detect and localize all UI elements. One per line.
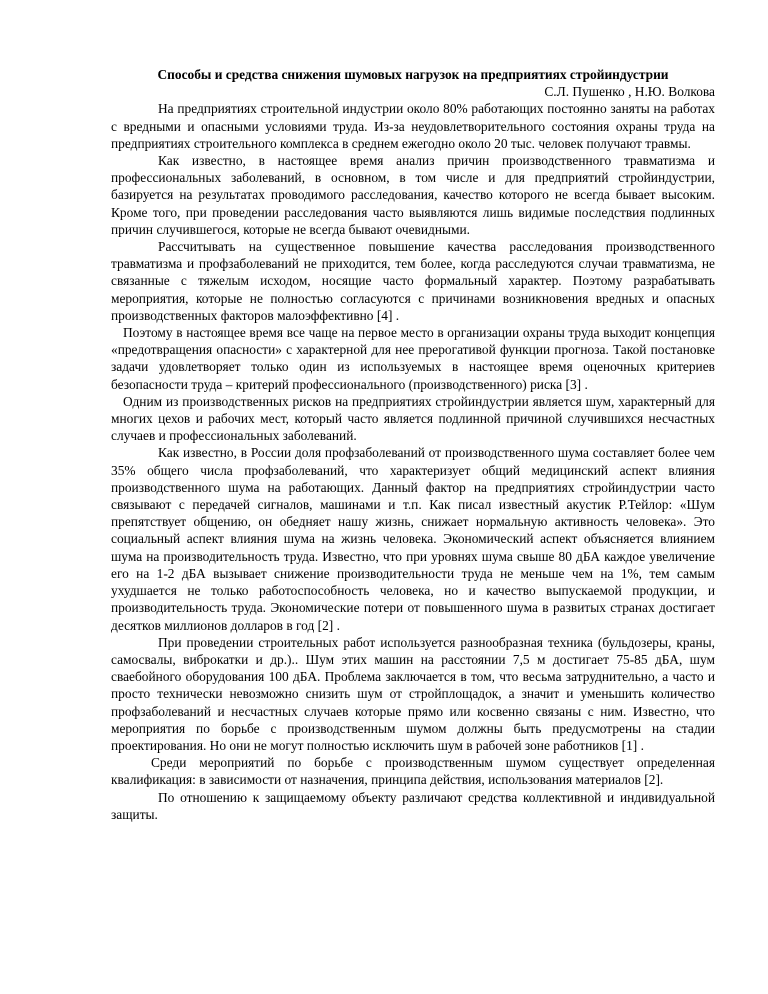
paragraph: Среди мероприятий по борьбе с производственным шумом существует определенная квалификация: в зависимости от назначения, принципа действия, использования материалов [2]. bbox=[111, 755, 715, 788]
paragraph: Как известно, в России доля профзаболеваний от производственного шума составляет более чем 35% общего числа профзаболеваний, что характеризует общий медицинский аспект влияния производственного шума на работающих. Данный фактор на предприятиях стройиндустрии часто связывают с передачей сигналов, машинами и т.п. Как писал известный акустик Р.Тейлор: «Шум препятствует общению, он обедняет нашу жизнь, снижает нормальную активность человека». Это социальный аспект влияния шума на жизнь человека. Экономический аспект объясняется влиянием шума на производительность труда. Известно, что при уровнях шума свыше 80 дБА каждое увеличение его на 1-2 дБА вызывает снижение производительности труда не меньше чем на 1%, тем самым ухудшается не только работоспособность человека, но и качество выпускаемой продукции, и производительность труда. Экономические потери от повышенного шума в развитых странах достигает десятков миллионов долларов в год [2] . bbox=[111, 445, 715, 633]
paragraph: На предприятиях строительной индустрии около 80% работающих постоянно заняты на работах с вредными и опасными условиями труда. Из-за неудовлетворительного состояния охраны труда на предприятиях строительного комплекса в среднем ежегодно около 20 тыс. человек получают травмы. bbox=[111, 101, 715, 151]
paragraph: Одним из производственных рисков на предприятиях стройиндустрии является шум, характерный для многих цехов и рабочих мест, который часто является подлинной причиной случившихся несчастных случаев и профессиональных заболеваний. bbox=[111, 393, 715, 444]
paragraph: Рассчитывать на существенное повышение качества расследования производственного травматизма и профзаболеваний не приходится, тем более, когда расследуются случаи травматизма, не связанные с тяжелым исходом, носящие часто формальный характер. Поэтому разрабатывать мероприятия, которые не полностью согласуются с причинами возникновения вредных и опасных производственных факторов малоэффективно [4] . bbox=[111, 239, 715, 323]
document-authors: С.Л. Пушенко , Н.Ю. Волкова bbox=[544, 84, 715, 100]
paragraph: При проведении строительных работ используется разнообразная техника (бульдозеры, краны, самосвалы, виброкатки и др.).. Шум этих машин на расстоянии 7,5 м достигает 75-85 дБА, шум сваебойного оборудования 100 дБА. Проблема заключается в том, что весьма затруднительно, а часто и просто технически невозможно снизить шум от стройплощадок, а значит и уменьшить количество профзаболеваний и несчастных случаев которые прямо или косвенно связаны с ним. Известно, что мероприятия по борьбе с производственным шумом должны быть предусмотрены на стадии проектирования. Но они не могут полностью исключить шум в рабочей зоне работников [1] . bbox=[111, 634, 715, 753]
paragraph: Как известно, в настоящее время анализ причин производственного травматизма и профессиональных заболеваний, в основном, в том числе и для предприятий стройиндустрии, базируется на результатах проводимого расследования, качество которого не всегда бывает высоким. Кроме того, при проведении расследования часто выявляются лишь видимые последствия подлинных причин случившегося, которые не всегда бывают очевидными. bbox=[111, 153, 715, 237]
paragraph: Поэтому в настоящее время все чаще на первое место в организации охраны труда выходит концепция «предотвращения опасности» с характерной для нее прерогативой функции прогноза. Такой постановке задачи удовлетворяет только один из используемых в настоящее время оценочных критериев безопасности труда – критерий профессионального (производственного) риска [3] . bbox=[111, 325, 715, 392]
document-title: Способы и средства снижения шумовых нагрузок на предприятиях стройиндустрии bbox=[157, 67, 669, 82]
document-page bbox=[111, 66, 715, 823]
paragraph: По отношению к защищаемому объекту различают средства коллективной и индивидуальной защиты. bbox=[111, 789, 715, 822]
